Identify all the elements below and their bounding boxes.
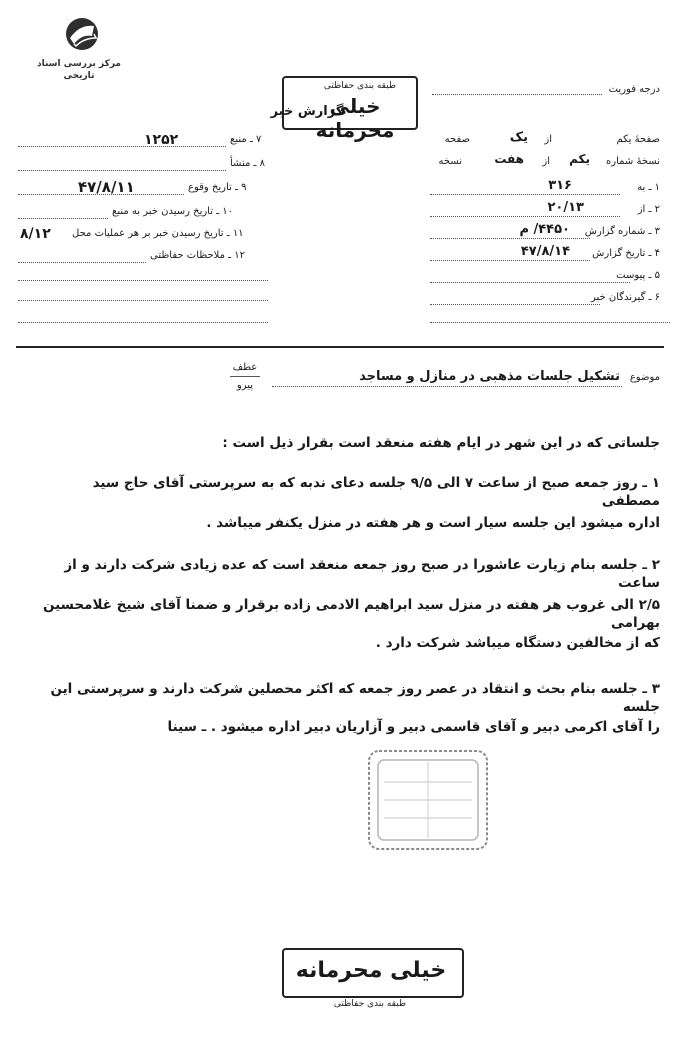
copy-of-label: از [542,156,550,167]
field-5-label: ۵ ـ پیوست [616,270,660,281]
field-5-line [430,282,630,283]
page-word: صفحه [444,134,470,145]
page-of-label: از [544,134,552,145]
archive-logo-icon [40,16,110,56]
classification-stamp-text: خیلی محرمانه [315,94,395,142]
field-1-value: ۳۱۶ [548,178,572,193]
subject-label: موضوع [629,372,660,383]
body-line-8: را آقای اکرمی دبیر و آقای قاسمی دبیر و آزاریان دبیر اداره میشود . ـ سینا [167,719,660,735]
field-2-line [430,216,620,217]
copy-value: یکم [569,152,590,166]
field-6-line-2 [430,322,670,323]
reference-divider [230,376,260,377]
notes-line-3 [18,322,268,323]
field-10-line [18,218,108,219]
field-6-line [430,304,600,305]
classification-label-top: طبقه بندی حفاظتی [323,81,397,91]
field-10-label: ۱۰ ـ تاریخ رسیدن خبر به منبع [112,206,234,217]
field-8-line [18,170,226,171]
page-of-value: یک [509,130,528,145]
notes-line-2 [18,300,268,301]
page-label: صفحهٔ یکم [616,134,660,145]
copy-label: نسخهٔ شماره [606,156,660,167]
field-7-line [18,146,226,147]
field-11-label: ۱۱ ـ تاریخ رسیدن خبر بر هر عملیات محل [72,228,244,239]
reference-label: عطف [232,362,258,373]
classification-stamp-bottom-text: خیلی محرمانه [295,958,447,983]
field-2-label: ۲ ـ از [637,204,660,215]
field-4-line [430,260,590,261]
form-title: گزارش خبر [270,104,344,119]
subject-line [272,386,622,387]
faded-stamp-icon [366,748,490,852]
field-9-value: ۴۷/۸/۱۱ [78,178,135,196]
field-7-value: ۱۲۵۲ [144,132,179,148]
field-9-label: ۹ ـ تاریخ وقوع [188,182,247,193]
notes-line-1 [18,280,268,281]
body-line-3: اداره میشود این جلسه سیار است و هر هفته در منزل یکنفر میباشد . [206,515,660,531]
priority-label: درجه فوریت [608,84,660,95]
field-2-value: ۲۰/۱۳ [547,200,584,215]
field-3-line [430,238,590,239]
field-1-line [430,194,620,195]
logo-caption: مرکز بررسی اسناد تاریخی [37,59,121,81]
subject-value: تشکیل جلسات مذهبی در منازل و مساجد [359,369,620,384]
copy-word: نسخه [438,156,462,167]
registration-stamp [366,748,490,852]
field-12-label: ۱۲ ـ ملاحظات حفاظتی [150,250,245,261]
copy-of-value: هفت [494,152,524,166]
body-line-4: ۲ ـ جلسه بنام زیارت عاشورا در صبح روز جمعه منعقد است که عده زیادی شرکت دارند و از ساعت [64,557,660,591]
field-3-label: ۳ ـ شماره گزارش [584,226,660,237]
field-3-value: ۴۴۵۰/ م [519,222,570,237]
archive-logo [40,16,110,56]
field-11-value: ۸/۱۲ [20,226,51,242]
body-line-5: ۲/۵ الی غروب هر هفته در منزل سید ابراهیم الادمی زاده برقرار و ضمنا آقای شیخ غلامحسین بهرامی [42,597,660,631]
priority-field [432,94,602,95]
follow-up-label: پیرو [236,380,254,391]
field-1-label: ۱ ـ به [637,182,660,193]
field-4-value: ۴۷/۸/۱۴ [520,244,570,259]
body-line-6: که از مخالفین دستگاه میباشد شرکت دارد . [375,635,660,651]
field-8-label: ۸ ـ منشأ [230,158,266,169]
body-line-7: ۳ ـ جلسه بنام بحث و انتقاد در عصر روز جمعه که اکثر محصلین شرکت دارند و سرپرستی این جلسه [50,681,660,715]
body-line-2: ۱ ـ روز جمعه صبح از ساعت ۷ الی ۹/۵ جلسه دعای ندبه که به سرپرستی آقای حاج سید مصطفی [92,475,660,509]
field-4-label: ۴ ـ تاریخ گزارش [592,248,660,259]
field-12-line [18,262,146,263]
header-separator [16,346,664,348]
field-6-label: ۶ ـ گیرندگان خبر [590,292,660,303]
field-7-label: ۷ ـ منبع [230,134,262,145]
classification-stamp-bottom-label: طبقه بندی حفاظتی [333,999,407,1009]
body-line-1: جلساتی که در این شهر در ایام هفته منعقد است بقرار ذیل است : [222,435,660,451]
